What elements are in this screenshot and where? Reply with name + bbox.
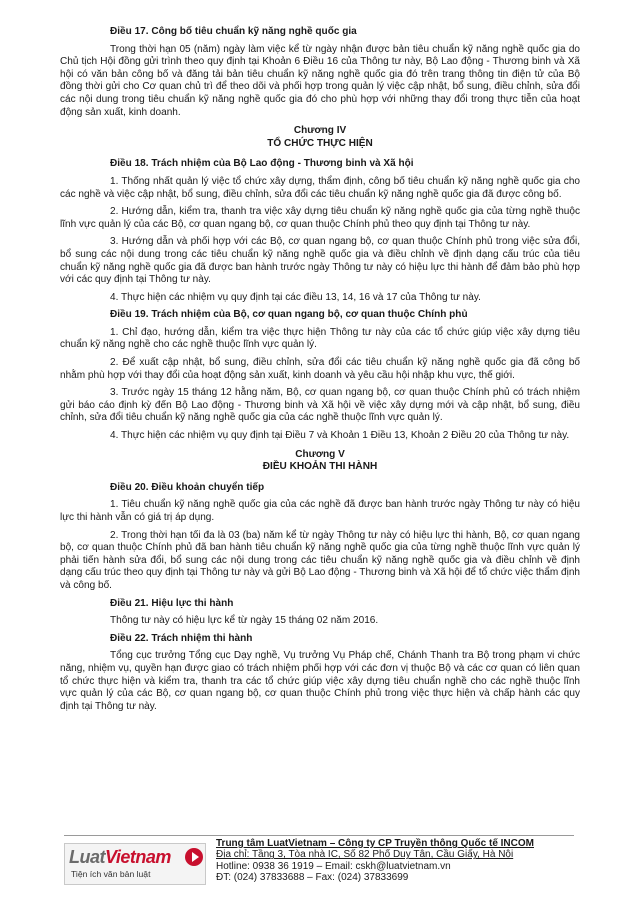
address: Địa chỉ: Tầng 3, Tòa nhà IC, Số 82 Phố Duy Tân, Cầu Giấy, Hà Nội (216, 849, 514, 861)
luatvietnam-logo[interactable] (64, 843, 206, 885)
article-19-item: 4. Thực hiện các nhiệm vụ quy định tại Điều 7 và Khoản 1 Điều 13, Khoản 2 Điều 20 của Thông tư này. (110, 430, 570, 442)
article-20-item: 1. Tiêu chuẩn kỹ năng nghề quốc gia của các nghề đã được ban hành trước ngày Thông tư này có hiệu lực thi hành vẫn có giá trị áp dụng. (60, 499, 580, 523)
chapter-4-title: TỔ CHỨC THỰC HIỆN (267, 137, 373, 149)
logo-vietnam-text: Vietnam (105, 847, 171, 867)
logo-tagline: Tiện ích văn bản luật (71, 869, 151, 879)
chapter-5-number: Chương V (295, 448, 345, 460)
chapter-4-number: Chương IV (293, 125, 347, 137)
article-17-title: Điều 17. Công bố tiêu chuẩn kỹ năng nghề quốc gia (110, 26, 357, 37)
footer-banner (64, 835, 574, 882)
article-18-item: 4. Thực hiện các nhiệm vụ quy định tại các điều 13, 14, 16 và 17 của Thông tư này. (110, 291, 481, 303)
article-18-title: Điều 18. Trách nhiệm của Bộ Lao động - Thương binh và Xã hội (110, 158, 414, 170)
article-19-item: 3. Trước ngày 15 tháng 12 hằng năm, Bộ, cơ quan ngang bộ, cơ quan thuộc Chính phủ có trách nhiệm gửi báo cáo định kỳ đến Bộ Lao động - Thương binh và Xã hội về việc xây dựng mới và cập nhật, bổ sung, điều chỉnh, sửa đổi tiêu chuẩn kỹ năng nghề quốc gia của các nghề thuộc lĩnh vực quản lý. (60, 387, 580, 424)
logo-luat-text: Luat (69, 847, 105, 867)
article-19-item: 2. Để xuất cập nhật, bổ sung, điều chỉnh, sửa đổi các tiêu chuẩn kỹ năng nghề quốc gia đã công bố nhằm phù hợp với thay đổi của hoạt động sản xuất, kinh doanh và yêu cầu hội nhập khu vực, thế giới. (60, 357, 580, 381)
article-17-paragraph: Trong thời hạn 05 (năm) ngày làm việc kể từ ngày nhận được bản tiêu chuẩn kỹ năng nghề quốc gia do Chủ tịch Hội đồng gửi trình theo quy định tại Khoản 6 Điều 16 của Thông tư này, Bộ Lao động - Thương binh và Xã hội có văn bản công bố và đăng tải bản tiêu chuẩn kỹ năng nghề quốc gia đó trên trang thông tin điện tử của Bộ đồng thời gửi cho Cơ quan chủ trì để theo dõi và phối hợp trong quản lý việc cập nhật, bổ sung, điều chỉnh, sửa đổi các nội dung trong tiêu chuẩn kỹ năng nghề quốc gia đó cho phù hợp với những thay đổi trong thực tiễn của hoạt động sản xuất, kinh doanh. (60, 43, 580, 118)
article-19-title: Điều 19. Trách nhiệm của Bộ, cơ quan ngang bộ, cơ quan thuộc Chính phủ (110, 309, 468, 321)
article-18-item: 1. Thống nhất quản lý việc tổ chức xây dựng, thẩm định, công bố tiêu chuẩn kỹ năng nghề quốc gia cho các nghề và việc cập nhật, bổ sung, điều chỉnh, sửa đổi các tiêu chuẩn kỹ năng nghề quốc gia đã được công bố. (60, 175, 580, 200)
phone-fax: ĐT: (024) 37833688 – Fax: (024) 37833699 (216, 872, 409, 884)
article-20-title: Điều 20. Điều khoản chuyển tiếp (110, 481, 265, 493)
article-19-item: 1. Chỉ đạo, hướng dẫn, kiểm tra việc thực hiện Thông tư này của các tổ chức giúp việc xây dựng tiêu chuẩn kỹ năng nghề cho các nghề thuộc lĩnh vực quản lý. (60, 326, 580, 351)
hotline-email[interactable]: Hotline: 0938 36 1919 – Email: cskh@luatvietnam.vn (216, 860, 451, 872)
article-22-title: Điều 22. Trách nhiệm thi hành (110, 632, 253, 644)
logo-wordmark (69, 847, 171, 868)
company-name: Trung tâm LuatVietnam – Công ty CP Truyền thông Quốc tế INCOM (216, 838, 534, 849)
article-18-item: 2. Hướng dẫn, kiểm tra, thanh tra việc xây dựng tiêu chuẩn kỹ năng nghề quốc gia của từng nghề thuộc lĩnh vực quản lý của các Bộ, cơ quan ngang bộ, cơ quan thuộc Chính phủ theo quy định tại Thông tư này. (60, 206, 580, 230)
document-body (60, 26, 580, 718)
article-21-title: Điều 21. Hiệu lực thi hành (110, 597, 234, 609)
article-20-item: 2. Trong thời hạn tối đa là 03 (ba) năm kể từ ngày Thông tư này có hiệu lực thi hành, Bộ, cơ quan ngang bộ, cơ quan thuộc Chính phủ đã ban hành tiêu chuẩn kỹ năng nghề quốc gia của từng nghề thuộc lĩnh vực quản lý phải tiến hành sửa đổi, bổ sung các nội dung trong các tiêu chuẩn kỹ năng nghề quốc gia và điều chỉnh về định dạng cấu trúc theo quy định tại Thông tư này và gửi Bộ Lao động - Thương binh và Xã hội để tổ chức việc thẩm định và công bố. (60, 529, 580, 591)
chapter-5-title: ĐIỀU KHOẢN THI HÀNH (262, 461, 378, 473)
article-22-text: Tổng cục trưởng Tổng cục Dạy nghề, Vụ trưởng Vụ Pháp chế, Chánh Thanh tra Bộ trong phạm vi chức năng, nhiệm vụ, quyền hạn được giao có trách nhiệm phối hợp với các đơn vị thuộc Bộ và các cơ quan có liên quan tổ chức thực hiện và kiểm tra, thanh tra các tổ chức giúp việc xây dựng tiêu chuẩn nghề cho các nghề thuộc lĩnh vực quản lý của các Bộ, cơ quan ngang bộ, cơ quan thuộc Chính phủ trong việc thực hiện và chấp hành các quy định tại Thông tư này. (60, 650, 580, 712)
article-21-text: Thông tư này có hiệu lực kể từ ngày 15 tháng 02 năm 2016. (110, 615, 379, 627)
article-18-item: 3. Hướng dẫn và phối hợp với các Bộ, cơ quan ngang bộ, cơ quan thuộc Chính phủ trong việc sửa đổi, bổ sung các nội dung trong các tiêu chuẩn kỹ năng nghề quốc gia và điều chỉnh về định dạng cấu trúc của tiêu chuẩn kỹ năng nghề quốc gia đã được ban hành trước ngày Thông tư này có hiệu lực thi hành để đảm bảo phù hợp với các quy định tại Thông tư này. (60, 236, 580, 286)
contact-info (216, 838, 576, 884)
arrow-right-icon (185, 848, 203, 866)
